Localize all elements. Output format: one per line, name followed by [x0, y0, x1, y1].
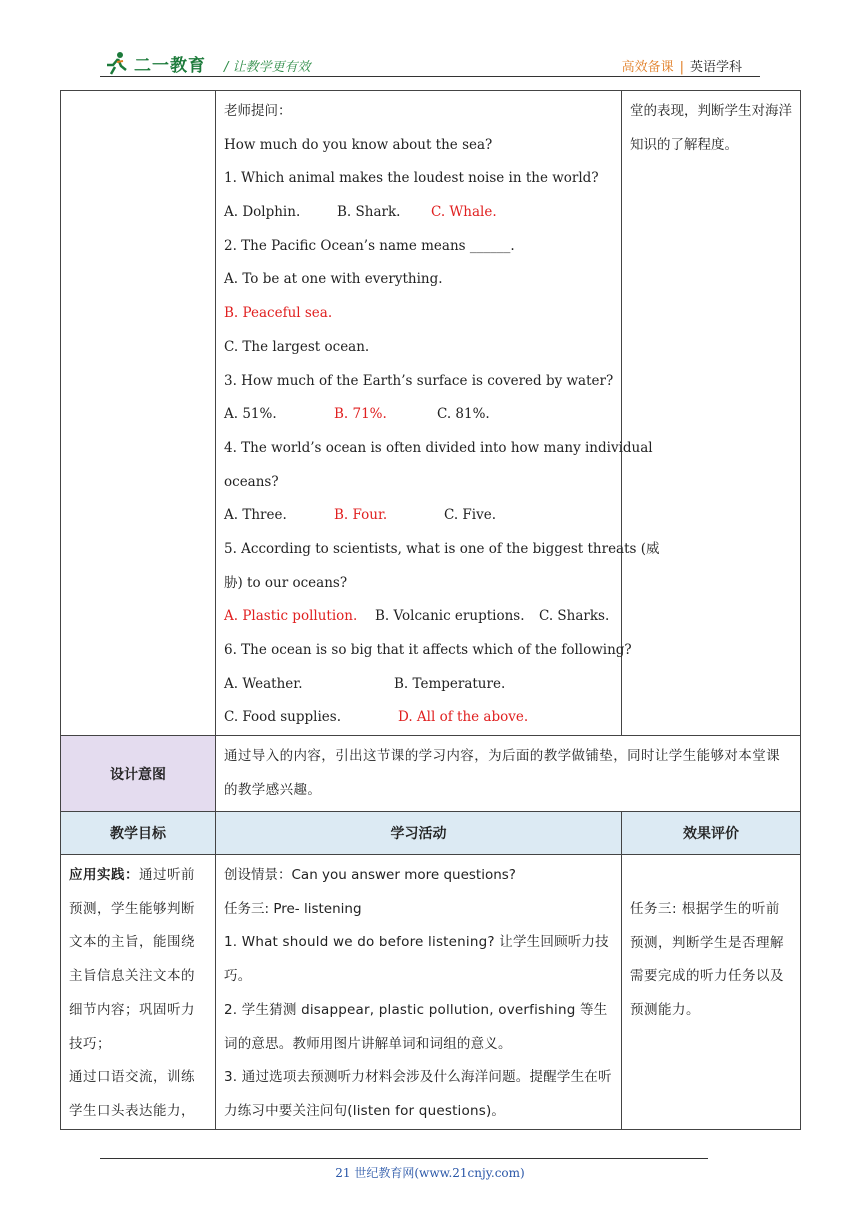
intro-activity-cell — [216, 91, 660, 736]
design-text: 通过导入的内容，引出这节课的学习内容，为后面的教学做铺垫，同时让学生能够对本堂课的教学感兴趣。 — [216, 736, 801, 812]
question-3-options — [224, 398, 613, 432]
lesson-table — [60, 90, 801, 1130]
goal-text-2: 通过口语交流，训练学生口头表达能力， — [69, 1069, 195, 1119]
q1-option-c-answer: C. Whale. — [431, 204, 497, 221]
practice-goal-cell — [61, 855, 216, 1130]
intro-question: How much do you know about the sea? — [224, 136, 493, 153]
header-separator: | — [679, 60, 684, 75]
question-4-line1: 4. The world’s ocean is often divided into how many individual — [224, 439, 653, 456]
activity-step-2: 2. 学生猜测 disappear, plastic pollution, overfishing 等生词的意思。教师用图片讲解单词和词组的意义。 — [224, 1001, 608, 1052]
q2-option-a: A. To be at one with everything. — [224, 271, 443, 288]
question-1-options — [224, 196, 613, 230]
q6-option-a: A. Weather. — [224, 675, 303, 692]
q3-option-c: C. 81%. — [437, 406, 490, 423]
question-1: 1. Which animal makes the loudest noise in the world? — [224, 170, 599, 187]
q1-option-a: A. Dolphin. — [224, 204, 301, 221]
goal-bold-label: 应用实践： — [69, 867, 139, 884]
question-6-options-1 — [224, 668, 613, 702]
runner-logo-icon — [104, 50, 130, 76]
question-5-line1: 5. According to scientists, what is one of the biggest threats (威 — [224, 540, 660, 557]
question-4-line2: oceans? — [224, 473, 279, 490]
q4-option-b-answer: B. Four. — [334, 507, 388, 524]
intro-row — [61, 91, 801, 736]
subject-label: 英语学科 — [689, 60, 742, 75]
q4-option-a: A. Three. — [224, 507, 287, 524]
q2-option-c: C. The largest ocean. — [224, 338, 370, 355]
intro-evaluation-cell: 堂的表现，判断学生对海洋知识的了解程度。 — [622, 91, 801, 736]
q3-option-b-answer: B. 71%. — [334, 406, 387, 423]
header-activity: 学习活动 — [216, 812, 622, 855]
header-goal: 教学目标 — [61, 812, 216, 855]
slogan: / 让教学更有效 — [224, 60, 311, 75]
goal-text: 通过听前预测，学生能够判断文本的主旨，能围绕主旨信息关注文本的细节内容；巩固听力技巧； — [69, 867, 195, 1052]
question-2: 2. The Pacific Ocean’s name means ______. — [224, 237, 515, 254]
activity-task: 任务三: Pre- listening — [224, 900, 362, 917]
question-5-options — [224, 600, 613, 634]
q3-option-a: A. 51%. — [224, 406, 277, 423]
question-5-line2: 胁) to our oceans? — [224, 574, 348, 591]
question-6-options-2 — [224, 701, 613, 735]
q1-option-b: B. Shark. — [337, 204, 401, 221]
practice-evaluation-cell: 任务三: 根据学生的听前预测，判断学生是否理解需要完成的听力任务以及预测能力。 — [622, 855, 801, 1130]
q6-option-d-answer: D. All of the above. — [398, 709, 529, 726]
practice-activity-cell — [216, 855, 622, 1130]
q2-option-b-answer: B. Peaceful sea. — [224, 305, 333, 322]
brand-label: 高效备课 — [621, 60, 674, 75]
q6-option-b: B. Temperature. — [394, 675, 506, 692]
intro-goal-cell — [61, 91, 216, 736]
q6-option-c: C. Food supplies. — [224, 709, 341, 726]
q5-option-b: B. Volcanic eruptions. — [375, 608, 525, 625]
question-6: 6. The ocean is so big that it affects which of the following? — [224, 642, 632, 658]
design-label: 设计意图 — [61, 736, 216, 812]
q4-option-c: C. Five. — [444, 507, 497, 524]
header-row — [61, 812, 801, 855]
activity-step-1: 1. What should we do before listening? 让学生回顾听力技巧。 — [224, 934, 609, 985]
design-row — [61, 736, 801, 812]
question-3: 3. How much of the Earth’s surface is covered by water? — [224, 372, 614, 389]
q5-option-c: C. Sharks. — [539, 608, 610, 625]
footer-divider — [100, 1158, 708, 1159]
teacher-ask: 老师提问： — [224, 103, 292, 119]
activity-scenario: 创设情景：Can you answer more questions? — [224, 867, 516, 884]
logo-text: 二一教育 — [134, 55, 206, 76]
practice-row — [61, 855, 801, 1130]
header-evaluation: 效果评价 — [622, 812, 801, 855]
question-4-options — [224, 499, 613, 533]
page-header — [100, 46, 760, 86]
header-right — [622, 56, 742, 75]
footer-text: 21 世纪教育网(www.21cnjy.com) — [335, 1166, 525, 1180]
header-divider — [100, 76, 760, 77]
logo — [104, 48, 206, 78]
q5-option-a-answer: A. Plastic pollution. — [224, 608, 358, 625]
activity-step-3: 3. 通过选项去预测听力材料会涉及什么海洋问题。提醒学生在听力练习中要关注问句(listen for questions)。 — [224, 1069, 612, 1119]
